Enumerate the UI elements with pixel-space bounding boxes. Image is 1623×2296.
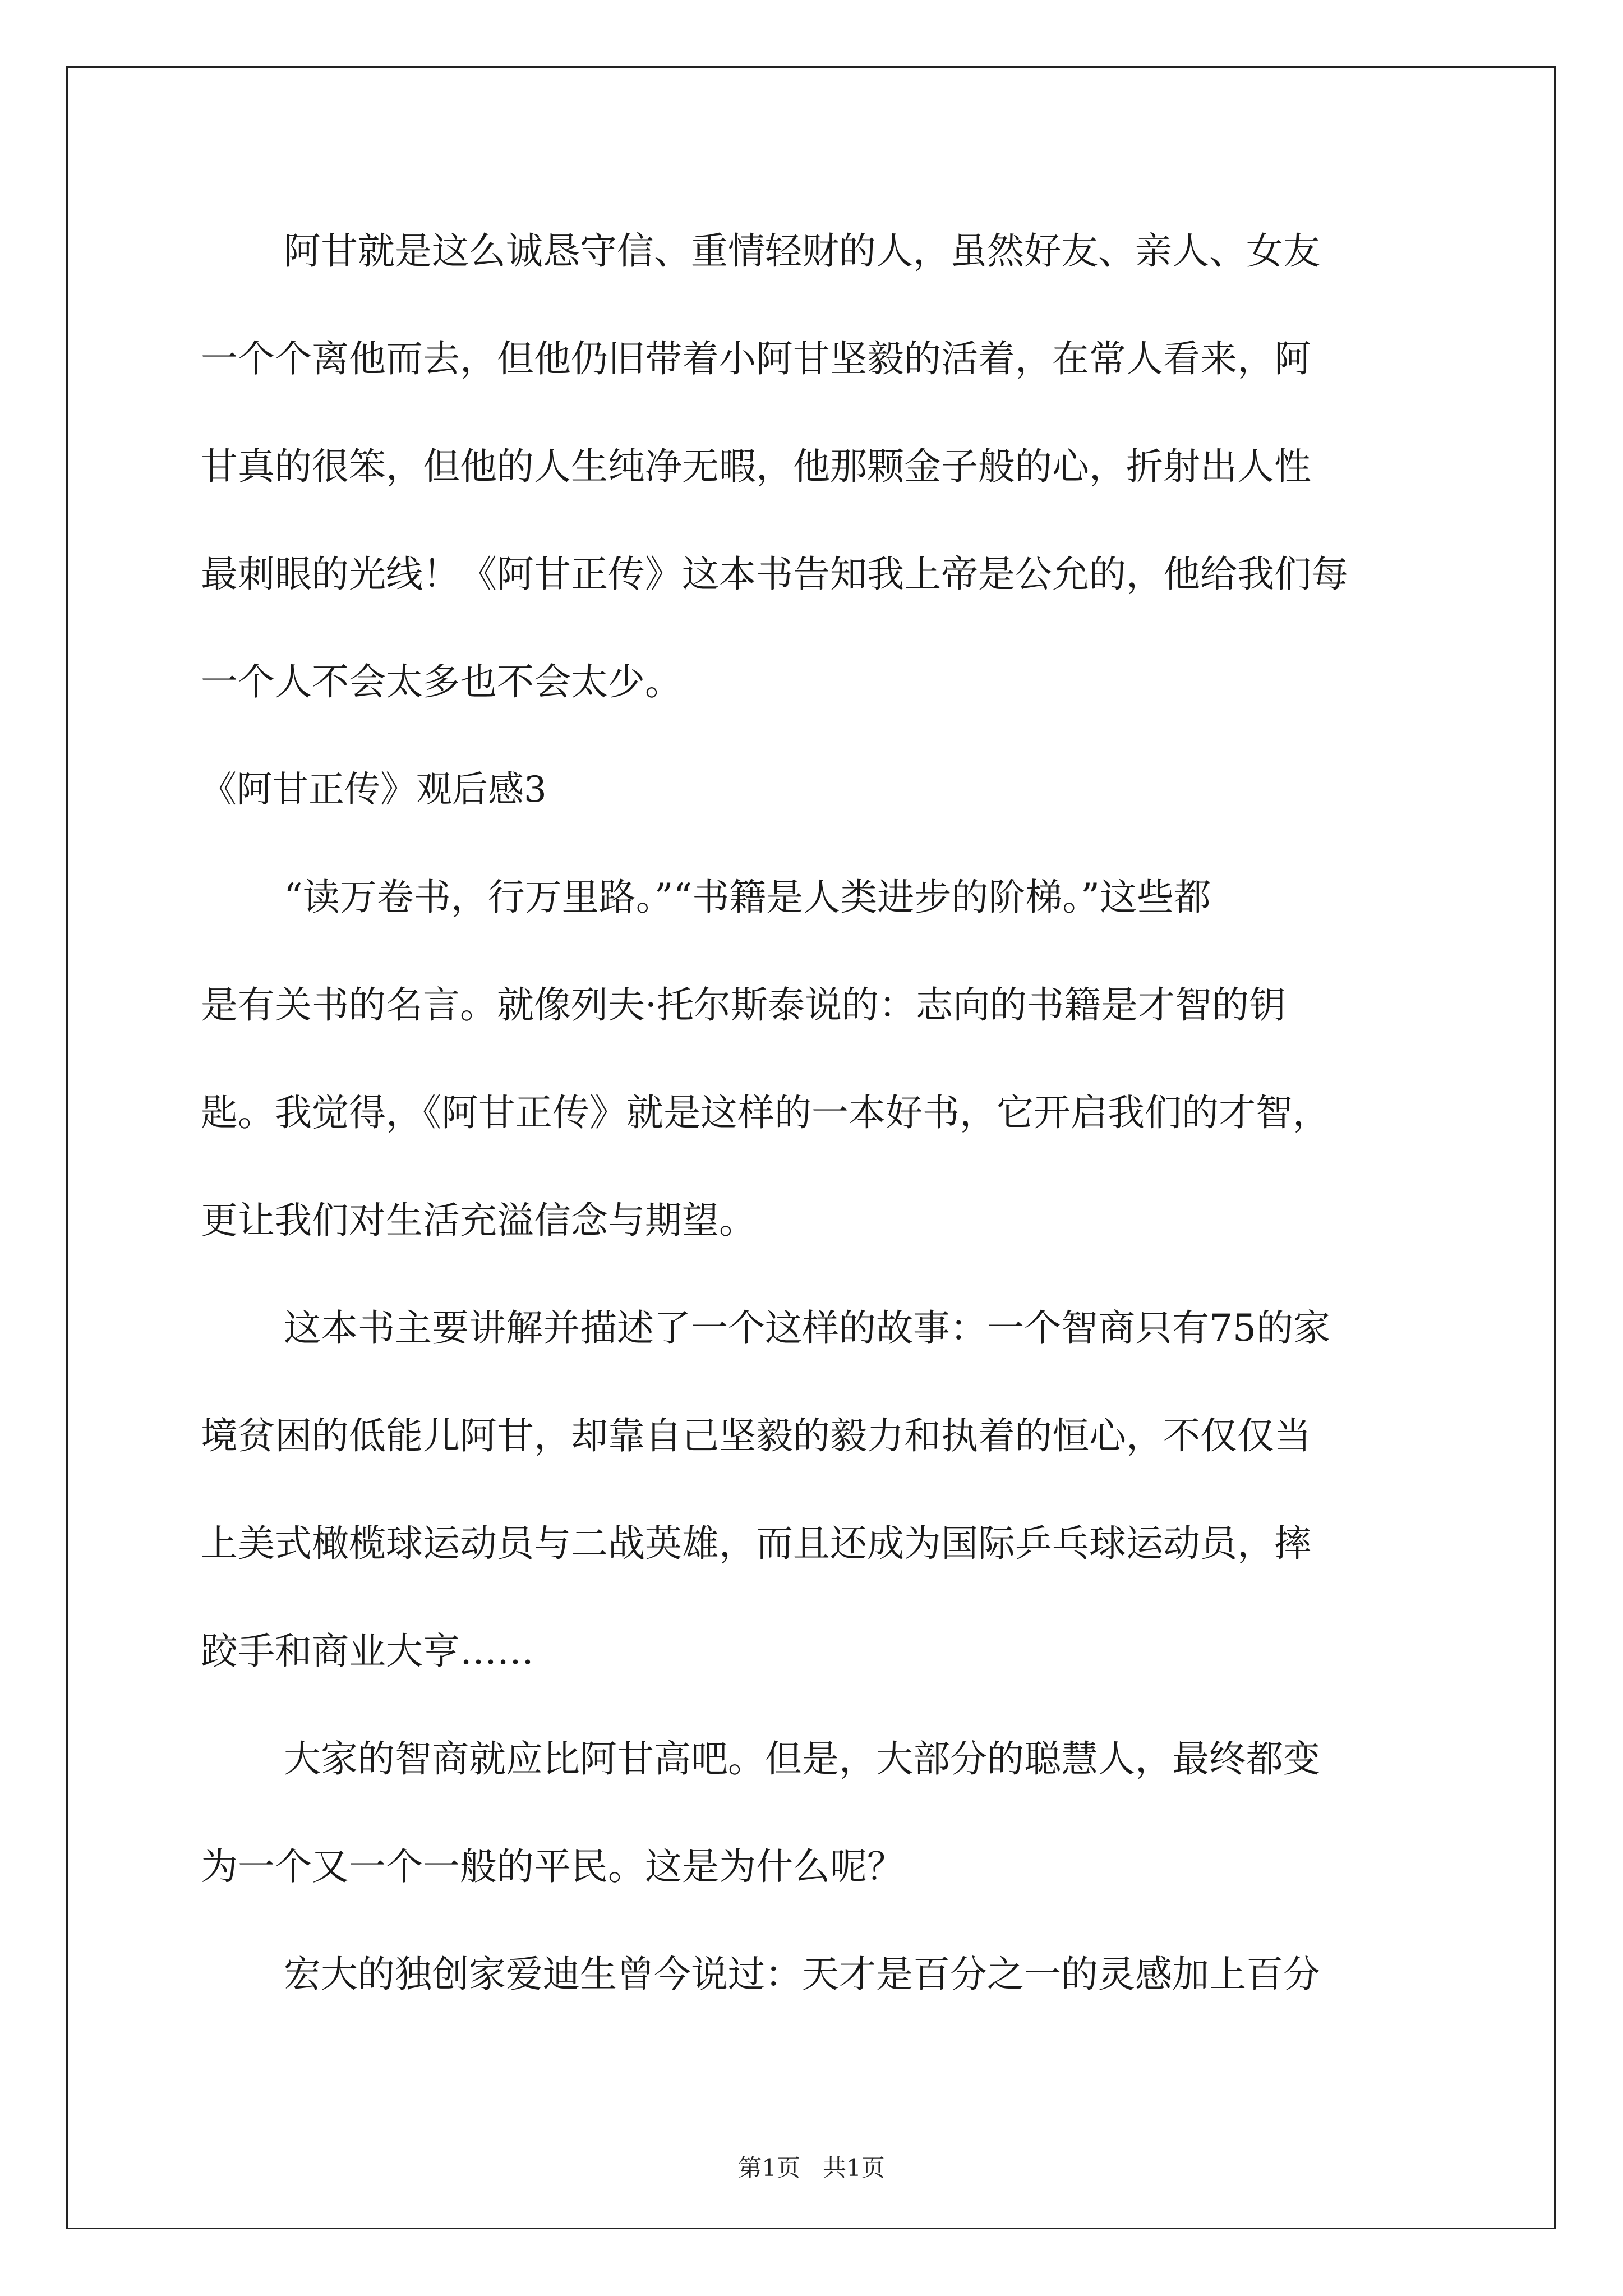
paragraph-line: 宏大的独创家爱迪生曾今说过：天才是百分之一的灵感加上百分 (284, 1953, 1320, 1996)
page-number-footer: 第1页 共1页 (738, 2154, 885, 2182)
paragraph-line: 匙。我觉得，《阿甘正传》就是这样的一本好书，它开启我们的才智， (201, 1091, 1330, 1134)
document-body (201, 218, 1429, 2049)
paragraph-line: 是有关书的名言。就像列夫·托尔斯泰说的：志向的书籍是才智的钥 (201, 983, 1286, 1027)
paragraph-line: 甘真的很笨，但他的人生纯净无暇，他那颗金子般的心，折射出人性 (201, 445, 1311, 488)
paragraph-line: 为一个又一个一般的平民。这是为什么呢？ (201, 1845, 904, 1888)
paragraph-line: 更让我们对生活充溢信念与期望。 (201, 1199, 756, 1242)
paragraph-line: 最刺眼的光线！《阿甘正传》这本书告知我上帝是公允的，他给我们每 (201, 553, 1348, 596)
paragraph-line: 一个人不会太多也不会太少。 (201, 660, 682, 703)
paragraph-line: “读万卷书，行万里路。”“书籍是人类进步的阶梯。”这些都 (284, 876, 1211, 919)
paragraph-line: 境贫困的低能儿阿甘，却靠自己坚毅的毅力和执着的恒心，不仅仅当 (201, 1414, 1311, 1457)
paragraph-line: 阿甘就是这么诚恳守信、重情轻财的人，虽然好友、亲人、女友 (284, 229, 1320, 273)
paragraph-line: 大家的智商就应比阿甘高吧。但是，大部分的聪慧人，最终都变 (284, 1737, 1320, 1780)
paragraph-line: 这本书主要讲解并描述了一个这样的故事：一个智商只有75的家 (284, 1306, 1330, 1350)
paragraph-line: 一个个离他而去，但他仍旧带着小阿甘坚毅的活着，在常人看来，阿 (201, 337, 1311, 380)
paragraph-line: 跤手和商业大亨…… (201, 1630, 534, 1673)
paragraph-line: 上美式橄榄球运动员与二战英雄，而且还成为国际乒乓球运动员，摔 (201, 1522, 1311, 1565)
section-heading: 《阿甘正传》观后感3 (201, 769, 547, 811)
